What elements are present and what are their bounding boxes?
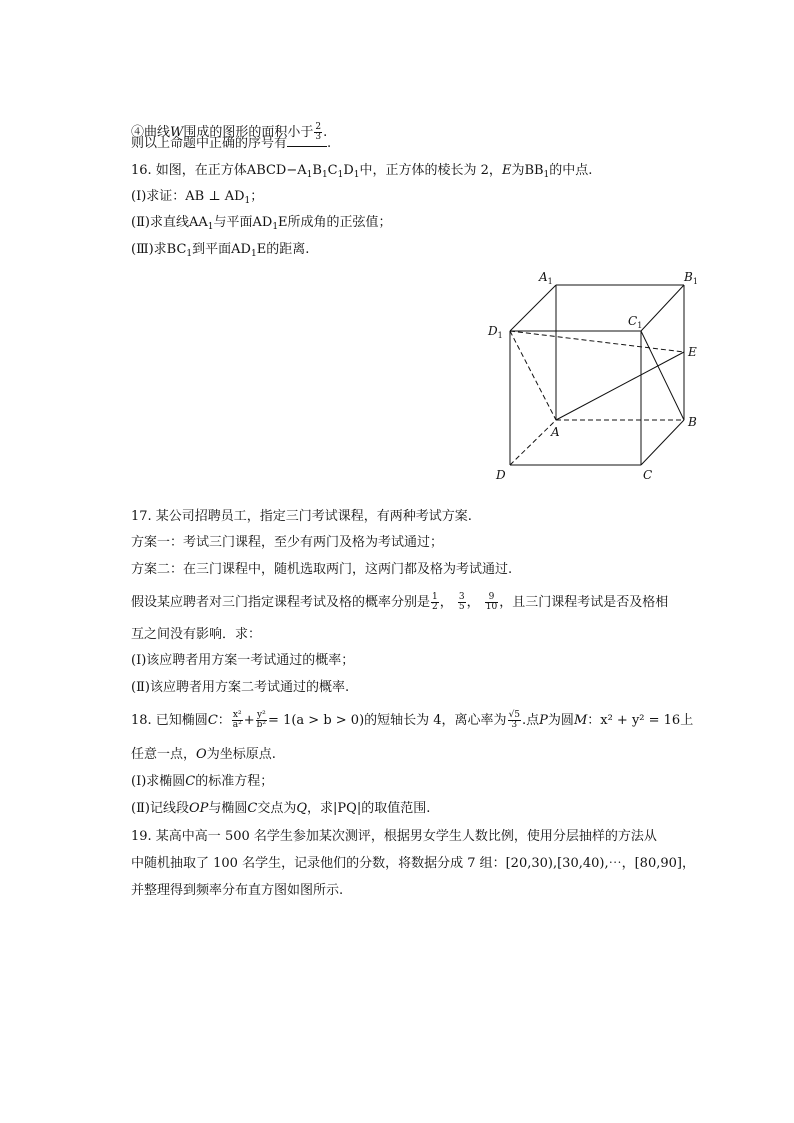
fraction-9-10: [485, 593, 498, 612]
text: ：x² + y² = 16上: [587, 713, 694, 728]
subscript: 1: [244, 196, 251, 206]
text: .: [327, 136, 332, 151]
q16-part-i: [131, 188, 263, 206]
q16-part-iii: [131, 241, 309, 259]
text: ，求|PQ|的取值范围.: [307, 801, 431, 816]
fraction-eccentricity: [508, 711, 521, 730]
subscript: 1: [321, 170, 328, 180]
q16-part-ii: [131, 214, 392, 232]
dashed-segment-d1-e: [510, 331, 684, 352]
separator: ，: [439, 595, 457, 610]
text: C: [327, 163, 338, 178]
numerator: 3: [458, 592, 465, 602]
var-e: E: [501, 163, 512, 178]
subscript: 1: [306, 170, 313, 180]
text: 19. 某高中高一 500 名学生参加某次测评，根据男女学生人数比例，使用分层抽样的方法从: [131, 829, 657, 844]
var-c: C: [185, 774, 196, 789]
answer-blank[interactable]: [287, 134, 327, 147]
text: E的距离.: [256, 242, 310, 257]
fraction-3-5: [458, 593, 466, 612]
var-p: P: [539, 713, 548, 728]
q19-line-3: [131, 882, 343, 900]
numerator: 9: [485, 593, 498, 603]
var-q: Q: [296, 801, 308, 816]
subscript: 1: [207, 222, 214, 232]
fraction-1-2: [431, 593, 439, 612]
text: (Ⅱ)记线段: [131, 801, 189, 816]
segment-a-e: [556, 352, 684, 420]
numerator: 2: [315, 122, 322, 132]
label-d1: $D_1$: [488, 324, 503, 340]
label-c1: $C_1$: [628, 314, 643, 330]
label-d: D: [496, 468, 506, 482]
text: 方案二：在三门课程中，随机选取两门，这两门都及格为考试通过.: [131, 562, 513, 577]
text: +: [243, 713, 255, 728]
text: ，且三门课程考试是否及格相: [499, 595, 669, 610]
text: B: [312, 163, 322, 178]
denominator: 10: [485, 602, 498, 612]
q18-part-i: [131, 773, 273, 791]
text: 围成的图形的面积小于: [183, 125, 314, 140]
subscript: 1: [353, 170, 360, 180]
text: 为圆: [547, 713, 574, 728]
text: D: [343, 163, 354, 178]
fraction-x2-a2: [232, 711, 243, 730]
label-a: A: [551, 425, 560, 439]
var-w: W: [170, 125, 184, 140]
denominator: 5: [458, 602, 465, 612]
text: ④曲线: [131, 125, 171, 140]
text: .: [323, 125, 328, 140]
label-e: E: [688, 345, 697, 359]
line-answer-prompt: [131, 134, 331, 153]
dashed-segment-d1-a: [510, 331, 556, 420]
q17-part-i: [131, 652, 354, 670]
text: (Ⅰ)求椭圆: [131, 774, 186, 789]
numerator: y²: [257, 710, 266, 720]
q17-assumption-cont: [131, 626, 261, 644]
text: (Ⅲ)求BC: [131, 242, 187, 257]
numerator: 1: [432, 592, 438, 602]
denominator: 3: [511, 720, 518, 730]
subscript: 1: [186, 249, 193, 259]
text: = 1(a > b > 0)的短轴长为 4，离心率为: [268, 713, 507, 728]
text: 并整理得到频率分布直方图如图所示.: [131, 883, 344, 898]
label-a1: $A_1$: [539, 270, 553, 286]
q18-part-ii: [131, 800, 430, 818]
var-c: C: [207, 713, 218, 728]
denominator: 3: [315, 132, 322, 142]
q19-line-1: [131, 828, 657, 846]
q17-stem: [131, 508, 472, 526]
text: 与平面AD: [213, 215, 273, 230]
edge-d1-a1: [510, 285, 556, 331]
text: 为BB: [511, 163, 544, 178]
label-b: B: [688, 415, 697, 429]
text: (Ⅱ)该应聘者用方案二考试通过的概率.: [131, 680, 350, 695]
text: .点: [522, 713, 540, 728]
q17-plan-2: [131, 561, 512, 579]
text: 互之间没有影响．求：: [131, 627, 262, 642]
text: 与椭圆: [208, 801, 248, 816]
var-op: OP: [188, 801, 209, 816]
text: (Ⅰ)求证：AB ⊥ AD: [131, 189, 245, 204]
subscript: 1: [337, 170, 344, 180]
edge-c1-b1: [641, 285, 684, 331]
var-m: M: [573, 713, 588, 728]
var-c: C: [247, 801, 258, 816]
text: 为坐标原点.: [206, 747, 276, 762]
numerator: √5: [508, 710, 521, 720]
subscript: 1: [272, 222, 279, 232]
denominator: b²: [256, 720, 267, 730]
text: ：: [217, 713, 231, 728]
text: 交点为: [257, 801, 297, 816]
text: 17. 某公司招聘员工，指定三门考试课程，有两种考试方案.: [131, 509, 472, 524]
q19-line-2: [131, 855, 695, 873]
segment-c1-b: [641, 331, 684, 420]
subscript: 1: [250, 249, 257, 259]
text: 到平面AD: [192, 242, 251, 257]
q17-plan-1: [131, 534, 443, 552]
text: 方案一：考试三门课程，至少有两门及格为考试通过；: [131, 535, 444, 550]
text: 中随机抽取了 100 名学生，记录他们的分数，将数据分成 7 组：[20,30),[30,40),⋯，[80,90]，: [131, 856, 695, 871]
q16-stem: [131, 162, 592, 180]
q17-assumption: [131, 593, 668, 612]
var-o: O: [196, 747, 207, 762]
text: 18. 已知椭圆: [131, 713, 208, 728]
text: 则以上命题中正确的序号有: [131, 136, 288, 151]
denominator: 2: [432, 602, 438, 612]
denominator: a²: [232, 720, 242, 730]
text: (Ⅱ)求直线AA: [131, 215, 208, 230]
label-b1: $B_1$: [684, 270, 698, 286]
q18-stem: [131, 711, 693, 730]
edge-c-b: [641, 420, 684, 465]
text: 16. 如图，在正方体ABCD−A: [131, 163, 307, 178]
text: ；: [250, 189, 264, 204]
text: 中，正方体的棱长为 2，: [359, 163, 502, 178]
text: 假设某应聘者对三门指定课程考试及格的概率分别是: [131, 595, 431, 610]
q18-stem-cont: [131, 746, 276, 764]
cube-figure: [480, 262, 710, 492]
text: 的中点.: [549, 163, 593, 178]
label-c: C: [643, 468, 653, 482]
separator: ，: [466, 595, 484, 610]
fraction-y2-b2: [256, 711, 267, 730]
text: (Ⅰ)该应聘者用方案一考试通过的概率；: [131, 653, 355, 668]
text: E所成角的正弦值；: [278, 215, 392, 230]
q17-part-ii: [131, 679, 349, 697]
numerator: x²: [232, 710, 242, 720]
subscript: 1: [543, 170, 550, 180]
text: 的标准方程；: [195, 774, 274, 789]
hidden-edge-d-a: [510, 420, 556, 465]
text: 任意一点，: [131, 747, 197, 762]
